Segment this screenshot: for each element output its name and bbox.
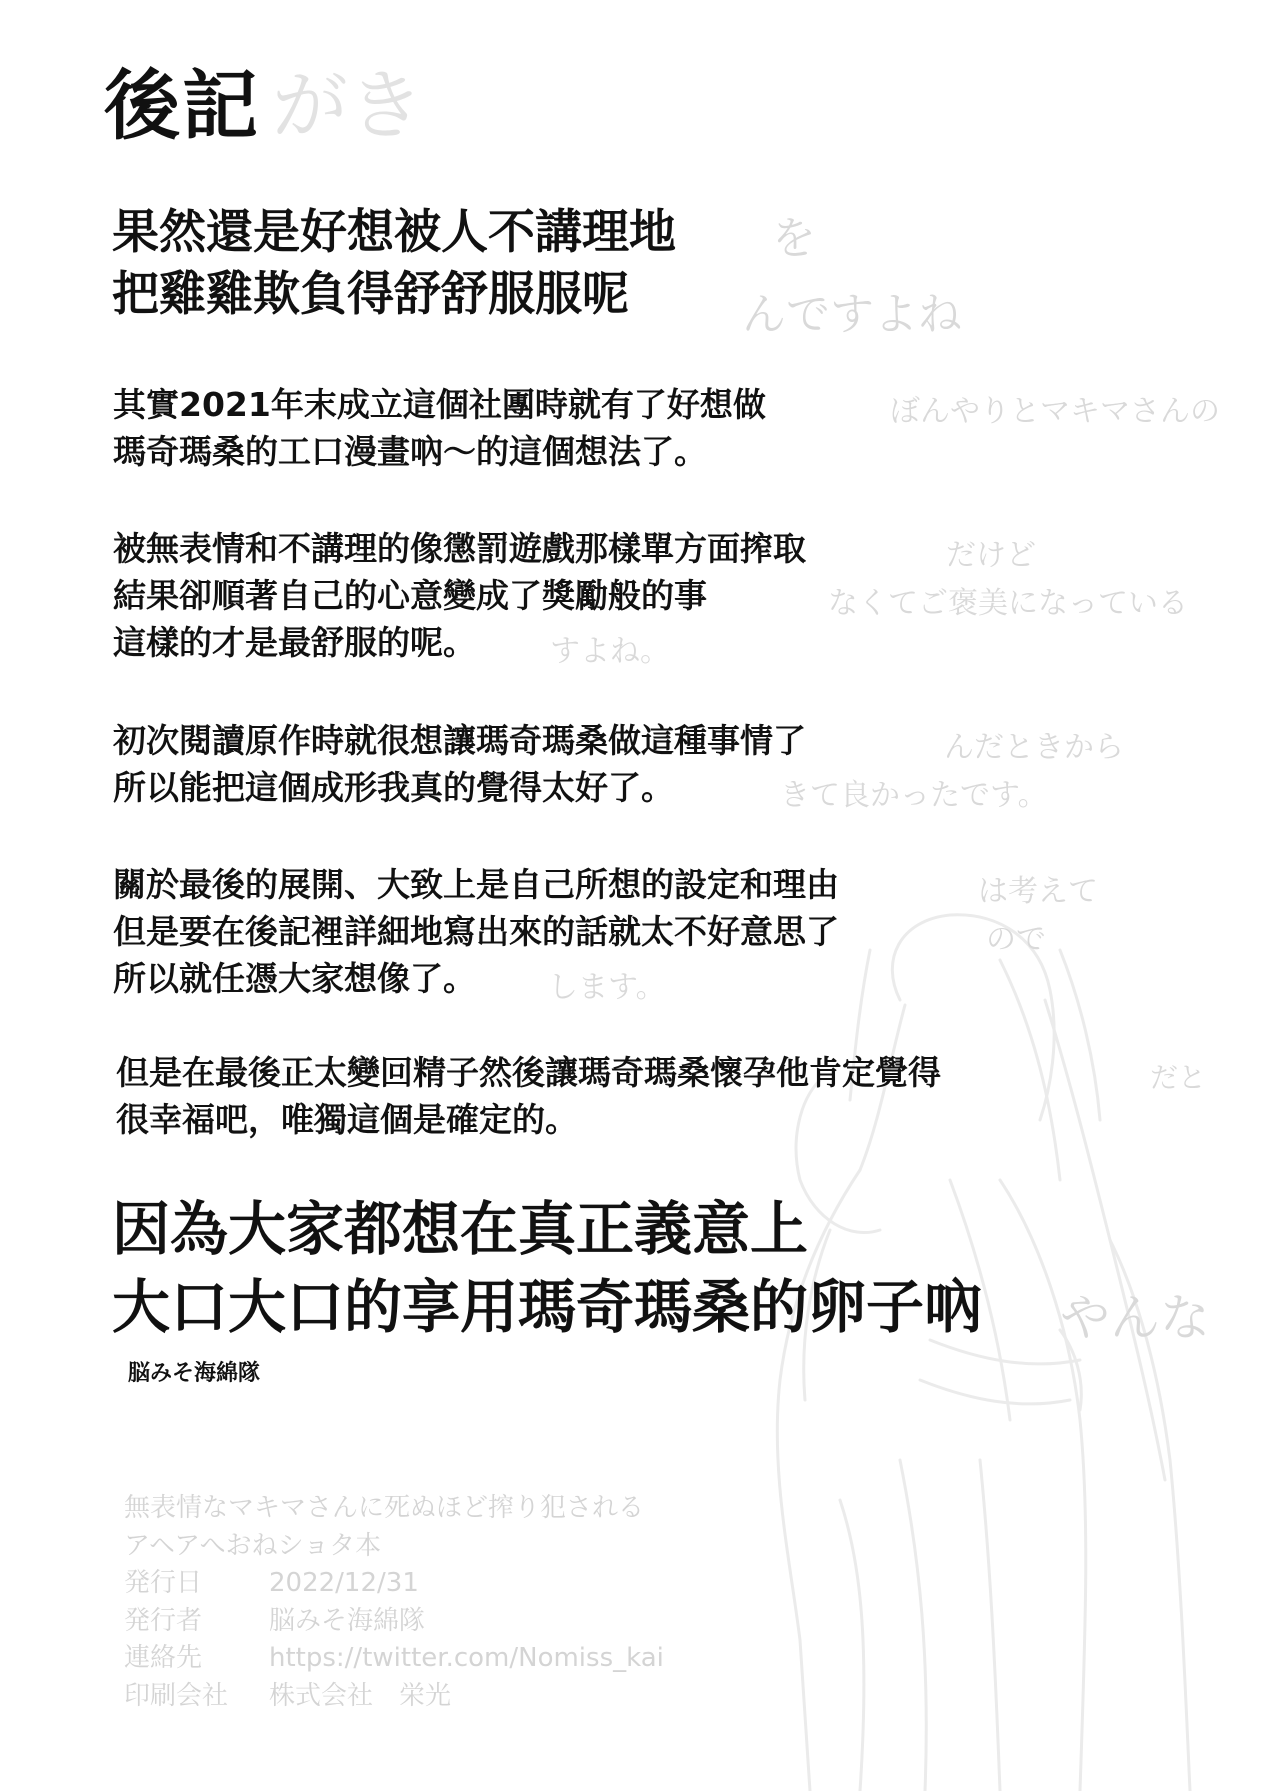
heading-ghost-2: んですよね (742, 289, 962, 340)
para3-ghost-1: んだときから (944, 730, 1124, 765)
paragraph-4 (113, 861, 839, 1002)
closing-statement (112, 1190, 982, 1346)
para5-ghost-1: だと (1150, 1061, 1207, 1094)
closing-ghost-1: やんな (1060, 1289, 1210, 1347)
paragraph-line: 所以就任憑大家想像了。 (113, 959, 476, 998)
para2-ghost-2: なくてご褒美になっている (828, 586, 1188, 621)
paragraph-line: 被無表情和不講理的像懲罰遊戲那樣單方面搾取 (113, 529, 806, 568)
colophon-row-printer (124, 1678, 664, 1716)
paragraph-line: 所以能把這個成形我真的覺得太好了。 (113, 768, 674, 807)
heading-line-2: 把雞雞欺負得舒舒服服呢 (112, 267, 629, 322)
para2-ghost-3: すよね。 (550, 634, 670, 669)
closing-line-1: 因為大家都想在真正義意上 (112, 1195, 809, 1263)
signature: 脳みそ海綿隊 (128, 1361, 261, 1386)
paragraph-line: 瑪奇瑪桑的工口漫畫吶～的這個想法了。 (113, 432, 707, 471)
closing-line-2: 大口大口的享用瑪奇瑪桑的卵子吶 (112, 1273, 983, 1341)
paragraph-line: 這樣的才是最舒服的呢。 (113, 623, 476, 662)
para4-ghost-1: は考えて (978, 874, 1098, 909)
colophon-book-title-1: 無表情なマキマさんに死ぬほど搾り犯される (124, 1493, 645, 1523)
paragraph-2 (113, 525, 806, 666)
colophon-value: https://twitter.com/Nomiss_kai (269, 1643, 664, 1673)
para4-ghost-2: ので (986, 922, 1046, 957)
paragraph-line: 很幸福吧，唯獨這個是確定的。 (116, 1100, 578, 1139)
colophon-row-date (124, 1565, 664, 1603)
paragraph-3 (113, 717, 806, 811)
para2-ghost-1: だけど (946, 538, 1036, 573)
colophon-label: 発行者 (124, 1605, 203, 1636)
colophon-label: 連絡先 (124, 1643, 203, 1673)
paragraph-line: 結果卻順著自己的心意變成了獎勵般的事 (113, 576, 707, 615)
paragraph-line: 初次閱讀原作時就很想讓瑪奇瑪桑做這種事情了 (113, 721, 806, 760)
paragraph-1 (113, 381, 766, 475)
heading-ghost-1: を (772, 213, 816, 264)
afterword-heading (112, 202, 676, 326)
paragraph-5 (116, 1049, 941, 1143)
colophon-label: 印刷会社 (124, 1680, 229, 1711)
para1-ghost-1: ぼんやりとマキマさんの (890, 394, 1220, 429)
colophon-label: 発行日 (124, 1568, 203, 1598)
paragraph-line: 其實2021年末成立這個社團時就有了好想做 (113, 385, 766, 424)
paragraph-line: 但是要在後記裡詳細地寫出來的話就太不好意思了 (113, 912, 839, 951)
para3-ghost-2: きて良かったです。 (780, 778, 1048, 813)
paragraph-line: 但是在最後正太變回精子然後讓瑪奇瑪桑懷孕他肯定覺得 (116, 1053, 941, 1092)
paragraph-line: 關於最後的展開、大致上是自己所想的設定和理由 (113, 865, 839, 904)
colophon-value: 脳みそ海綿隊 (269, 1605, 426, 1636)
para4-ghost-3: します。 (548, 970, 666, 1005)
colophon-value: 2022/12/31 (269, 1568, 419, 1598)
page-title: 後記 (104, 61, 260, 150)
colophon-value: 株式会社 栄光 (269, 1680, 452, 1711)
colophon-book-title-2: アヘアへおねショタ本 (124, 1530, 382, 1561)
heading-line-1: 果然還是好想被人不講理地 (112, 205, 676, 260)
colophon-row-publisher (124, 1603, 664, 1641)
colophon (124, 1490, 664, 1715)
title-ghost-text: がき (272, 61, 424, 150)
colophon-row-contact (124, 1640, 664, 1678)
